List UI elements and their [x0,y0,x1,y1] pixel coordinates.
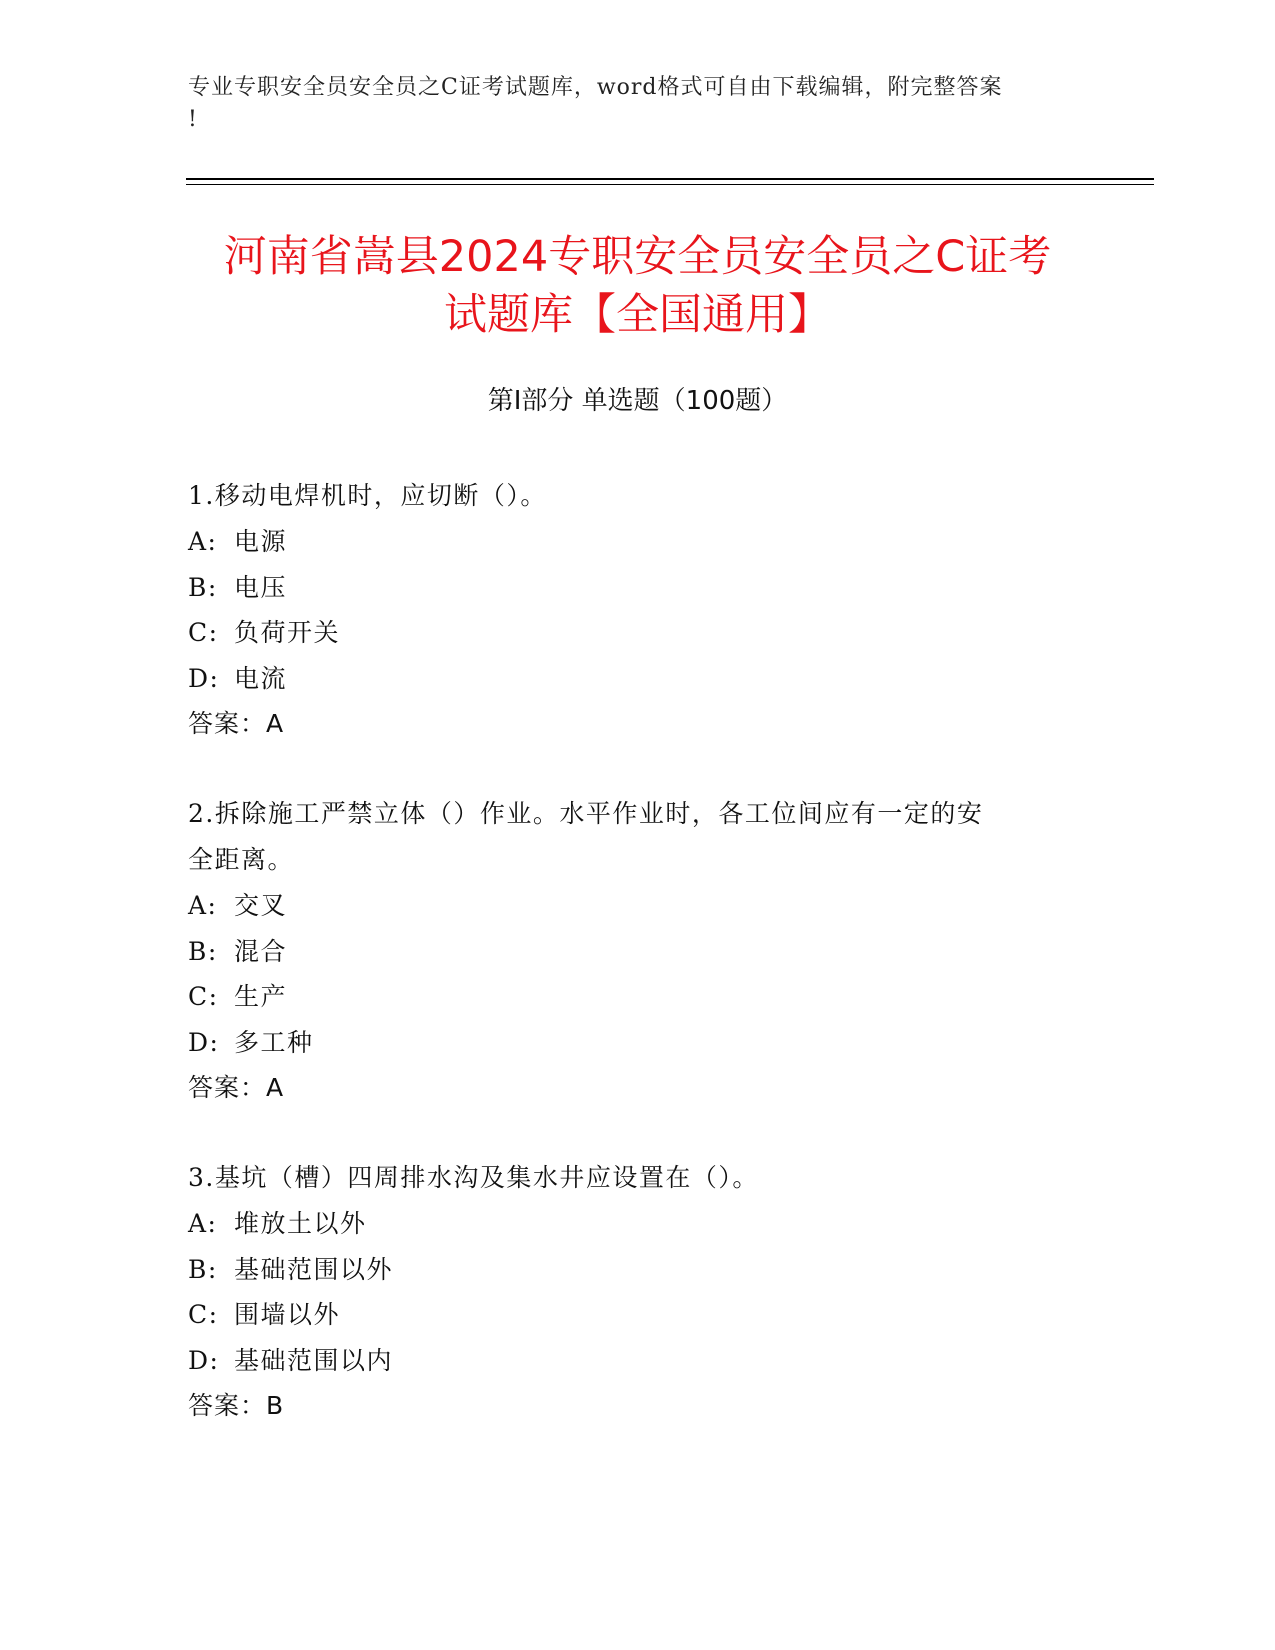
question-2-text [188,791,1068,883]
option-text: 堆放土以外 [234,1209,367,1238]
option-a [188,883,1068,929]
option-a [188,1201,1068,1247]
option-c [188,1292,1068,1338]
option-letter: C: [188,1300,219,1329]
option-c [188,974,1068,1020]
header-note [188,72,1068,136]
header-note-line-2: ! [188,107,198,132]
option-letter: C: [188,618,219,647]
answer-line [188,701,1068,747]
answer-label: 答案： [188,1073,267,1102]
header-rule-thick [186,178,1154,180]
header-note-line-1: 专业专职安全员安全员之C证考试题库，word格式可自由下载编辑，附完整答案 [188,75,1003,100]
answer-label: 答案： [188,709,267,738]
option-text: 生产 [234,982,288,1011]
option-text: 交叉 [234,891,288,920]
header-rule-thin [186,184,1154,185]
option-letter: A: [188,891,218,920]
question-3 [188,1155,1068,1429]
option-text: 电源 [234,527,288,556]
option-letter: C: [188,982,219,1011]
question-stem: 基坑（槽）四周排水沟及集水井应设置在（）。 [214,1163,759,1192]
option-letter: D: [188,1345,220,1375]
question-number: 3. [188,1163,215,1192]
document-title-line-2: 试题库【全国通用】 [444,290,831,340]
question-stem: 移动电焊机时，应切断（）。 [214,481,547,510]
question-stem-line-1: 拆除施工严禁立体（）作业。水平作业时，各工位间应有一定的安 [214,799,984,828]
option-text: 基础范围以内 [234,1345,394,1375]
question-3-text [188,1155,1068,1201]
answer-label: 答案： [188,1391,267,1420]
document-title-line-1: 河南省嵩县2024专职安全员安全员之C证考 [223,232,1052,282]
option-text: 电流 [234,663,288,693]
option-text: 混合 [234,936,288,966]
question-2 [188,791,1068,1111]
answer-line [188,1065,1068,1111]
question-number: 1. [188,481,215,510]
answer-line [188,1383,1068,1429]
option-letter: B: [188,936,218,966]
option-a [188,519,1068,565]
question-number: 2. [188,799,215,828]
option-b [188,565,1068,611]
option-c [188,610,1068,656]
option-letter: B: [188,572,218,602]
question-1-text [188,473,1068,519]
option-text: 负荷开关 [234,618,341,647]
option-letter: B: [188,1254,218,1284]
option-letter: D: [188,1027,220,1057]
document-title [150,228,1125,344]
option-text: 多工种 [234,1027,314,1057]
option-d [188,656,1068,702]
option-d [188,1020,1068,1066]
question-stem-line-2: 全距离。 [188,845,295,874]
option-letter: D: [188,663,220,693]
option-text: 围墙以外 [234,1300,341,1329]
option-b [188,1247,1068,1293]
option-letter: A: [188,1209,218,1238]
section-title: 第Ⅰ部分 单选题（100题） [487,386,788,416]
option-b [188,929,1068,975]
answer-value: A [266,1073,285,1102]
option-text: 基础范围以外 [234,1254,394,1284]
answer-value: B [266,1391,285,1420]
option-d [188,1338,1068,1384]
option-text: 电压 [234,572,288,602]
option-letter: A: [188,527,218,556]
answer-value: A [266,709,285,738]
question-1 [188,473,1068,747]
